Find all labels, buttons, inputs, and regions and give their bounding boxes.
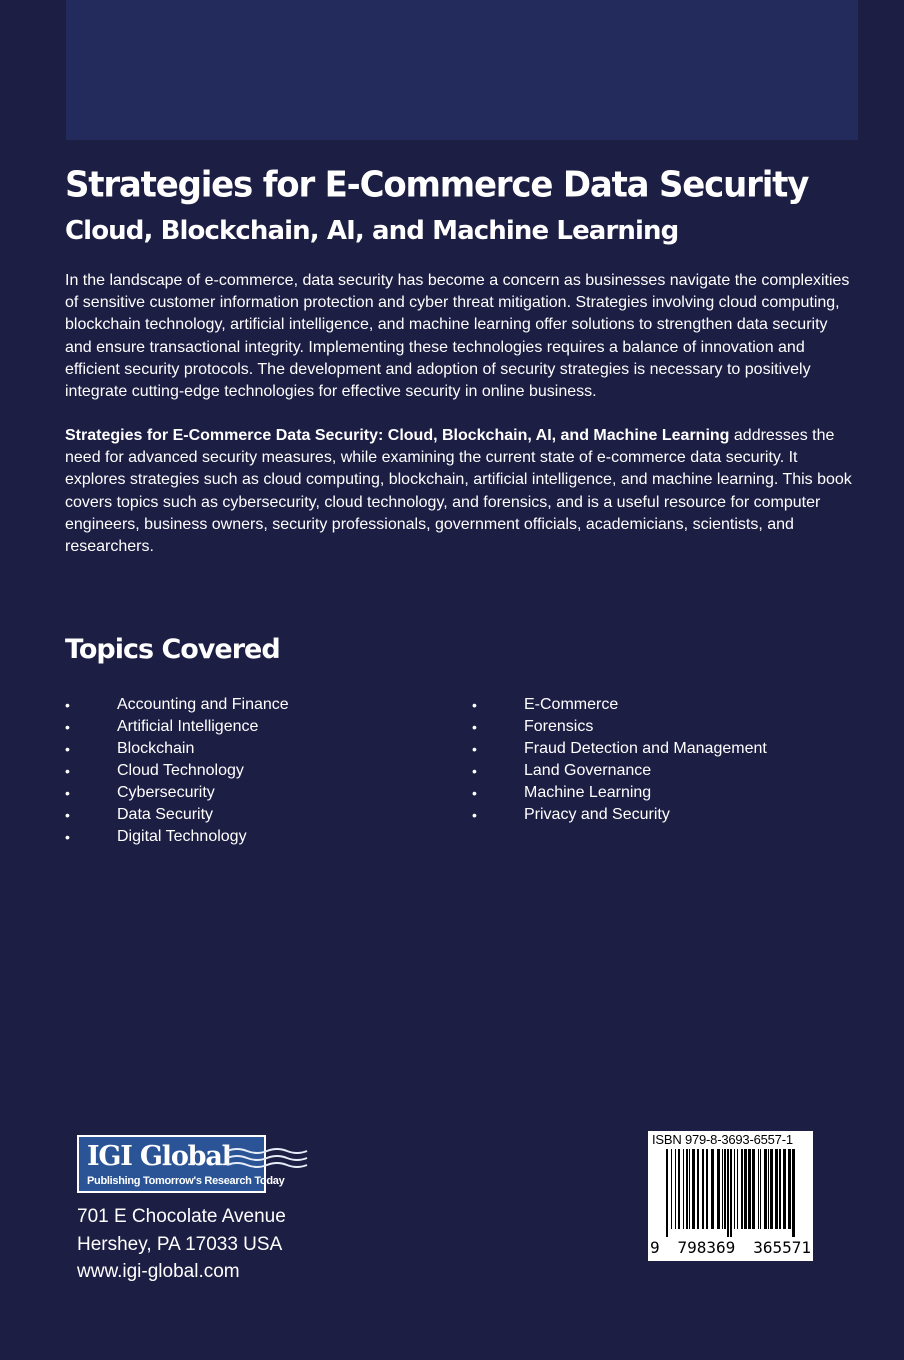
topic-item: • Forensics [472, 716, 767, 738]
barcode-bar [711, 1149, 714, 1229]
barcode-bar [678, 1149, 680, 1229]
barcode-bar [671, 1149, 672, 1229]
barcode-bar [697, 1149, 699, 1229]
barcode-bar [760, 1149, 761, 1229]
topics-list-left [65, 694, 289, 848]
description-paragraph-1: In the landscape of e-commerce, data security has become a concern as businesses navigate the complexities of sensitive customer information protection and cyber threat mitigation. Strategies involving cloud computing, blockchain technology, artificial intelligence, and machine learning offer solutions to strengthen data security and ensure transactional integrity. Implementing these technologies requires a balance of innovation and efficient security protocols. The development and adoption of security strategies is necessary to positively integrate cutting-edge technologies for effective security in online business. [65, 272, 850, 401]
barcode-digits-left: 798369 [677, 1238, 736, 1257]
barcode-bar [758, 1149, 759, 1229]
isbn-label: ISBN 979-8-3693-6557-1 [652, 1132, 793, 1147]
barcode-bar [722, 1149, 723, 1229]
barcode-digits-right: 365571 [753, 1238, 811, 1257]
barcode-bar [752, 1149, 755, 1229]
barcode-bar [727, 1149, 729, 1237]
bullet-icon: • [472, 697, 477, 713]
topics-list-right [472, 694, 767, 826]
barcode-bar [706, 1149, 708, 1229]
topic-item: • Digital Technology [65, 826, 289, 848]
barcode-bar [737, 1149, 738, 1229]
barcode-bar [768, 1149, 769, 1229]
bullet-icon: • [65, 719, 70, 735]
barcode-digit-prefix: 9 [650, 1238, 660, 1257]
logo-waves-icon [227, 1147, 309, 1173]
isbn-barcode [648, 1131, 813, 1261]
barcode-digits [650, 1238, 811, 1257]
bullet-icon: • [472, 807, 477, 823]
book-title: Strategies for E-Commerce Data Security [65, 164, 809, 206]
bullet-icon: • [65, 829, 70, 845]
bullet-icon: • [472, 785, 477, 801]
address-line-2: Hershey, PA 17033 USA [77, 1233, 283, 1255]
barcode-bar [686, 1149, 688, 1229]
topic-item: • Cloud Technology [65, 760, 289, 782]
barcode-bar [748, 1149, 751, 1229]
topic-item: • Data Security [65, 804, 289, 826]
bullet-icon: • [65, 697, 70, 713]
address-line-1: 701 E Chocolate Avenue [77, 1206, 286, 1227]
topic-item: • Cybersecurity [65, 782, 289, 804]
barcode-bar [775, 1149, 778, 1229]
barcode-bar [792, 1149, 795, 1237]
barcode-bars [648, 1147, 813, 1239]
igi-global-logo [77, 1135, 309, 1197]
bullet-icon: • [472, 763, 477, 779]
logo-tagline: Publishing Tomorrow's Research Today [87, 1175, 285, 1187]
barcode-bar [683, 1149, 684, 1229]
bullet-icon: • [65, 807, 70, 823]
bullet-icon: • [65, 763, 70, 779]
logo-name: IGI Global [87, 1141, 231, 1172]
barcode-bar [717, 1149, 720, 1229]
topic-item: • Accounting and Finance [65, 694, 289, 716]
topic-item: • Land Governance [472, 760, 767, 782]
book-subtitle: Cloud, Blockchain, AI, and Machine Learning [65, 216, 679, 246]
barcode-bar [741, 1149, 743, 1229]
publisher-address [77, 1203, 286, 1286]
barcode-bar [734, 1149, 735, 1229]
barcode-bar [692, 1149, 695, 1229]
barcode-bar [783, 1149, 786, 1229]
barcode-bar [770, 1149, 773, 1229]
topic-item: • Machine Learning [472, 782, 767, 804]
topic-item: • E-Commerce [472, 694, 767, 716]
bullet-icon: • [65, 785, 70, 801]
barcode-bar [689, 1149, 690, 1229]
barcode-bar [724, 1149, 726, 1229]
topic-item: • Fraud Detection and Management [472, 738, 767, 760]
barcode-bar [779, 1149, 781, 1229]
topic-item: • Privacy and Security [472, 804, 767, 826]
topic-item: • Artificial Intelligence [65, 716, 289, 738]
barcode-bar [744, 1149, 747, 1229]
topics-heading: Topics Covered [65, 634, 280, 665]
bullet-icon: • [472, 741, 477, 757]
bullet-icon: • [472, 719, 477, 735]
topic-item: • Blockchain [65, 738, 289, 760]
barcode-bar [788, 1149, 791, 1229]
description-body: addresses the need for advanced security measures, while examining the current state of e-commerce data security. It explores strategies such as cloud computing, blockchain, artificial intelligence, and machine learning. This book covers topics such as cybersecurity, cloud technology, and forensics, and is a useful resource for computer engineers, business owners, security professionals, government officials, academicians, scientists, and researchers. [65, 427, 852, 556]
description-paragraph-2 [65, 425, 855, 558]
barcode-bar [666, 1149, 668, 1237]
publisher-website: www.igi-global.com [77, 1261, 240, 1282]
description-bold-title: Strategies for E-Commerce Data Security: Cloud, Blockchain, AI, and Machine Learning [65, 427, 730, 444]
barcode-bar [702, 1149, 704, 1229]
barcode-bar [675, 1149, 676, 1229]
cover-top-panel [66, 0, 858, 140]
barcode-bar [764, 1149, 767, 1229]
bullet-icon: • [65, 741, 70, 757]
barcode-bar [730, 1149, 732, 1237]
